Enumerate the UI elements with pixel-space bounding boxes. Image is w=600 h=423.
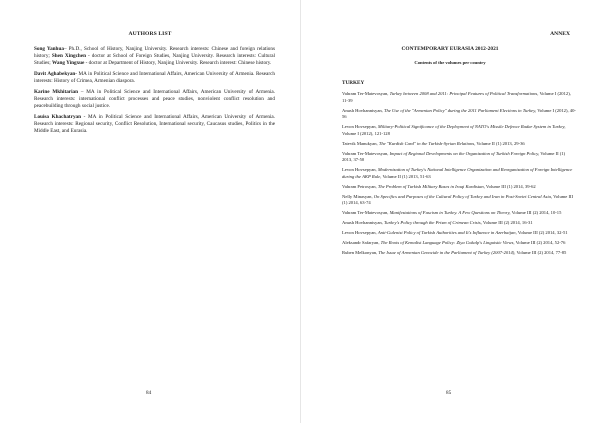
entry-title: Modernization of Turkey's National Intelligence Organization and Reorganization of Foreign Intelligence during the AKP Rule, xyxy=(342,167,573,179)
contents-subtitle: Contents of the volumes per country xyxy=(414,60,486,65)
author-name: Wang Yingxue xyxy=(52,60,85,67)
author-name: Davit Aghabekyan- xyxy=(34,70,78,77)
contents-entry xyxy=(342,151,576,164)
contents-entry xyxy=(342,230,576,237)
entry-title: The Use of the "Armenian Policy" during the 2011 Parliament Elections in Turkey, xyxy=(383,107,537,113)
entry-author: Tatevik Manukyan, xyxy=(342,140,379,146)
entry-author: Nelly Minasyan, xyxy=(342,193,374,199)
author-description: - doctor at Department of History, Nanjing University. Research interest: Chinese history. xyxy=(84,60,272,67)
entry-author: Vahram Ter-Matevosyan, xyxy=(342,150,390,156)
entry-reference: Volume III (1) 2014, 39-62 xyxy=(484,183,536,189)
entry-author: Aleksandr Safaryan, xyxy=(342,240,381,245)
entry-author: Vahram Petrosyan, xyxy=(342,183,378,189)
journal-title: CONTEMPORARY EURASIA 2012-2021 xyxy=(401,46,499,52)
entry-title: The Issue of Armenian Genocide in the Parliament of Turkey (2007-2014), xyxy=(378,250,516,255)
authors-list xyxy=(34,46,275,138)
contents-entry xyxy=(342,194,576,207)
entry-author: Anush Hovhannisyan, xyxy=(342,220,384,225)
author-description: – Ph.D., School of History, Nanjing University. Research interests: Chinese and foreign relations history; xyxy=(34,46,275,60)
entry-reference: Volume II (1) 2013, 29-36 xyxy=(475,140,525,146)
left-page-number: 84 xyxy=(146,390,152,396)
entry-title: Military-Political Significance of the Deployment of NATO's Missile Defence Radar System in Turkey, xyxy=(377,124,566,129)
entry-reference: Volume III (2) 2014, 16-31 xyxy=(481,220,533,225)
contents-entry xyxy=(342,184,576,191)
entry-title: Impact of Regional Developments on the Organization of Turkish Foreign Policy, xyxy=(389,150,540,156)
author-name: Song Yanhua xyxy=(34,46,64,52)
annex-label: ANNEX xyxy=(550,31,570,37)
entry-reference: Volume III (2) 2014, 32-51 xyxy=(516,230,568,235)
contents-entry xyxy=(342,250,576,257)
author-description: MA in Political Science and International Affairs, American University of Armenia. Research interests: History of Crimea, Armenian diaspora. xyxy=(34,70,275,84)
entry-reference: Volume III (2) 2014, 77-85 xyxy=(515,250,567,255)
contents-entry xyxy=(342,220,576,227)
right-page-number: 85 xyxy=(446,390,452,396)
entry-reference: Volume III (2) 2014, 10-15 xyxy=(510,210,562,215)
author-name: Shen Xingchen xyxy=(51,53,86,60)
entry-title: The Problem of Turkish Military Bases in Iraqi Kurdistan, xyxy=(377,183,485,189)
entry-author: Levon Hovsepyan, xyxy=(342,230,378,235)
author-entry xyxy=(34,89,275,110)
entry-author: Ruben Melkonyan, xyxy=(342,250,379,255)
entry-title: Manifestations of Fascism in Turkey. A Few Questions on Theory, xyxy=(389,210,511,215)
contents-entry xyxy=(342,108,576,121)
author-entry xyxy=(34,114,275,135)
entry-title: On Specifics and Purposes of the Cultural Policy of Turkey and Iran in Post-Soviet Central Asia, xyxy=(373,193,553,199)
entry-reference: Volume III (2) 2014, 52-76 xyxy=(514,240,566,245)
country-heading: TURKEY xyxy=(342,80,365,86)
entry-reference: Volume I (2012), 121-128 xyxy=(342,130,390,136)
author-name: Karine Mkhitarian xyxy=(34,88,79,95)
entry-reference: Volume I (2012), 11-39 xyxy=(342,91,571,103)
authors-list-heading: AUTHORS LIST xyxy=(128,31,172,37)
entry-author: Vahram Ter-Matevosyan, xyxy=(342,91,390,96)
entry-author: Levon Hovsepyan, xyxy=(342,167,378,172)
author-entry xyxy=(34,71,275,85)
author-entry xyxy=(34,46,275,67)
contents-entry xyxy=(342,91,576,104)
author-description: - doctor at School of Foreign Studies, Nanjing University. Research interests: Cultural Studies; xyxy=(34,53,275,67)
entry-title: The "Kurdish Card" in the Turkish-Syrian Relations, xyxy=(378,140,476,146)
right-page xyxy=(300,0,600,423)
entry-title: The Roots of Kemalist Language Policy: Ziya Gokalp's Linguistic Views, xyxy=(380,240,515,245)
entry-title: Anti-Gulenist Policy of Turkish Authorities and It's Influence in Azerbaijan, xyxy=(377,230,517,235)
entry-reference: Volume III (1) 2014, 63-74 xyxy=(342,193,574,205)
entry-author: Levon Hovsepyan, xyxy=(342,124,378,129)
entry-title: Turkey's Policy through the Prism of Crimean Crisis, xyxy=(383,220,482,225)
contents-list xyxy=(342,91,576,260)
entry-title: Turkey between 2008 and 2011: Principal Features of Political Transformations, xyxy=(389,91,539,96)
entry-reference: Volume II (1) 2013, 51-63 xyxy=(381,173,431,179)
contents-entry xyxy=(342,141,576,148)
contents-entry xyxy=(342,210,576,217)
entry-author: Anush Hovhannisyan, xyxy=(342,107,384,113)
author-name: Louisa Khachatryan xyxy=(34,113,82,120)
contents-entry xyxy=(342,240,576,247)
entry-reference: Volume I (2012), 40-56 xyxy=(342,107,576,119)
author-description: – MA in Political Science and International Affairs, American University of Armenia. Research interests: international conflict processes and peace studies, nonviolent conflict resolution and peacebuilding through social justice. xyxy=(34,88,276,109)
contents-entry xyxy=(342,124,576,137)
contents-entry xyxy=(342,167,576,180)
entry-reference: Volume II (1) 2013, 37-50 xyxy=(342,150,566,162)
author-description: - MA in Political Science and International Affairs, American University of Armenia. Research interests: Regional security, Conflict Resolution, International security, Caucasus studies, Politics in the Middle East, and Eurasia. xyxy=(34,113,276,134)
entry-author: Vahram Ter-Matevosyan, xyxy=(342,210,390,215)
